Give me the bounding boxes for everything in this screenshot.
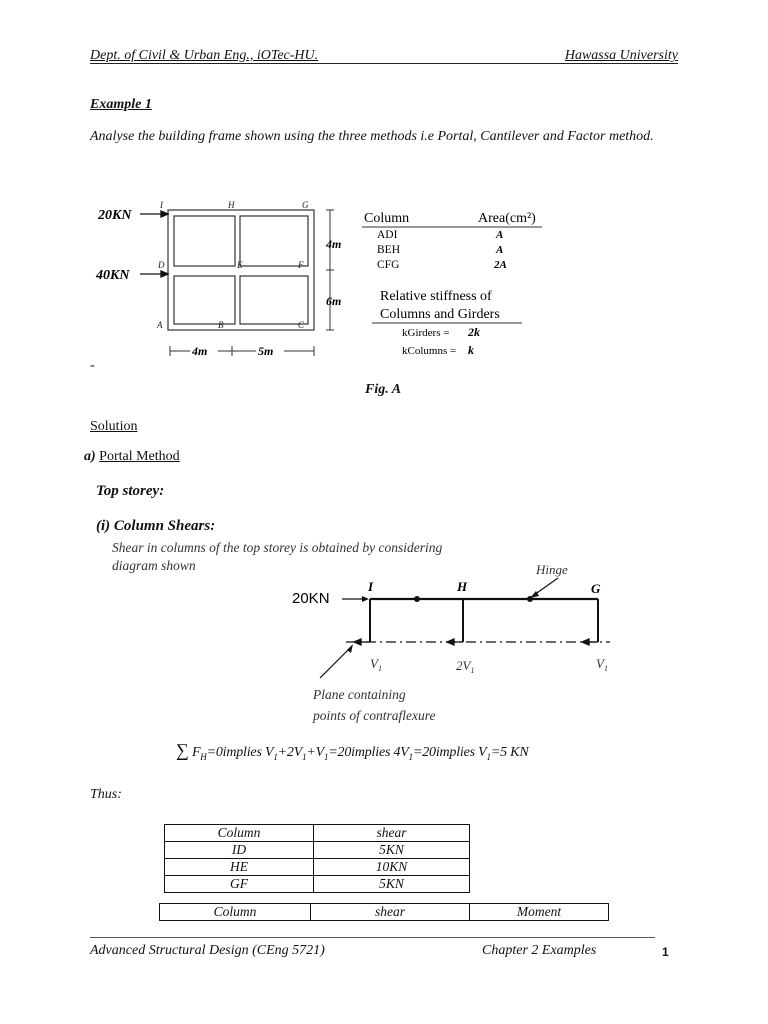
span-label-4m: 4m [192,344,208,358]
reaction-2v1: $2V_1$ [456,658,475,675]
header-moment: Moment [470,904,609,921]
reaction-v1-right: $V_1$ [596,656,608,673]
span-label-5m: 5m [258,344,274,358]
area-row-beh: BEH [377,244,400,256]
area-row-cfg: CFG [377,259,400,271]
area-row-adi: ADI [377,229,398,241]
cell-shear: 10KN [314,859,470,876]
top-storey-heading: Top storey: [96,483,165,499]
node-label-h: H [228,200,235,210]
node-label-a: A [157,320,163,330]
solution-heading: Solution [90,419,138,434]
table-header-row [160,904,609,921]
example-title: Example 1 [90,97,152,112]
table-row [165,876,470,893]
footer-course: Advanced Structural Design (CEng 5721) [90,943,325,958]
table-header-row [165,825,470,842]
cell-column: ID [165,842,314,859]
area-header-column: Column [364,211,410,226]
height-label-4m: 4m [326,237,342,251]
area-value-adi: A [496,229,504,241]
area-value-cfg: 2A [494,259,507,271]
page-number: 1 [662,945,669,959]
frame-structure [168,210,314,330]
portal-node-g: G [591,581,601,596]
plane-label-2: points of contraflexure [313,708,436,723]
stiffness-title-1: Relative stiffness of [380,289,492,304]
figure-caption: Fig. A [365,382,402,397]
k-girders-label: kGirders = [402,327,450,339]
method-name: Portal Method [99,449,180,464]
dash-mark: - [90,358,95,373]
frame-figure [90,190,560,370]
cell-shear: 5KN [314,876,470,893]
table-row [165,842,470,859]
reaction-v1-left: $V_1$ [370,656,382,673]
equilibrium-equation: ∑ $F_H=0implies$ $V_1+2V_1+V_1=20implies$ $4V_1=20implies$ $V_1=5$ KN [176,740,529,762]
header-university: Hawassa University [564,48,678,63]
portal-diagram [280,558,630,728]
area-value-beh: A [496,244,504,256]
node-label-g: G [302,200,309,210]
cell-column: GF [165,876,314,893]
method-line [84,449,180,465]
footer-chapter: Chapter 2 Examples [482,943,597,958]
load-label-40kn: 40KN [96,268,130,283]
portal-node-h: H [457,579,468,594]
cell-column: HE [165,859,314,876]
area-header-area: Area(cm²) [478,211,536,226]
k-girders-value: 2k [468,325,480,339]
cell-shear: 5KN [314,842,470,859]
node-label-c: C [298,320,305,330]
shear-text-2: diagram shown [112,558,196,573]
load-label-20kn: 20KN [98,208,132,223]
k-columns-value: k [468,343,474,357]
plane-label-1: Plane containing [313,687,406,702]
portal-node-i: I [368,579,374,594]
sigma-symbol: ∑ [176,740,189,760]
column-shears-heading: (i) Column Shears: [96,518,216,534]
height-label-6m: 6m [326,294,342,308]
header-shear: shear [314,825,470,842]
header-column: Column [160,904,311,921]
table-row [165,859,470,876]
node-label-e: E [237,260,243,270]
node-label-f: F [298,260,304,270]
example-text: Analyse the building frame shown using the three methods i.e Portal, Cantilever and Factor method. [90,129,654,144]
method-prefix: a) [84,449,96,464]
hinge-label: Hinge [536,562,568,577]
stiffness-title-2: Columns and Girders [380,307,500,322]
k-columns-label: kColumns = [402,345,457,357]
node-label-d: D [158,260,165,270]
node-label-b: B [218,320,224,330]
header-rule [90,63,678,64]
shear-text-1: Shear in columns of the top storey is obtained by considering [112,540,443,555]
shear-table [164,824,470,893]
node-label-i: I [160,200,163,210]
portal-load-label: 20KN [292,590,330,607]
header-department: Dept. of Civil & Urban Eng., iOTec-HU. [90,48,319,63]
moment-table [159,903,609,921]
thus-label: Thus: [90,787,122,802]
header-column: Column [165,825,314,842]
header-shear: shear [311,904,470,921]
footer-rule [90,937,655,938]
